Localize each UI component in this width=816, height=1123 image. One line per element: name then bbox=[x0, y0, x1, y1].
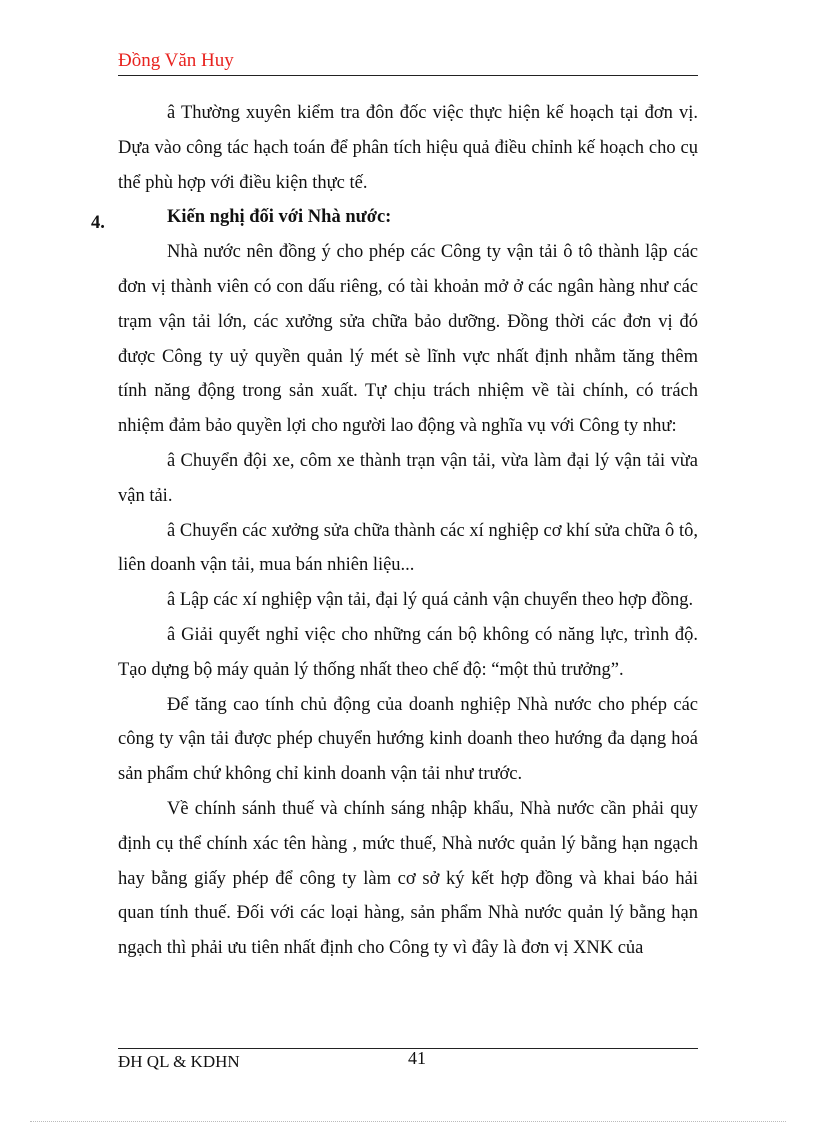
header-author: Đồng Văn Huy bbox=[118, 50, 234, 71]
section-title: Kiến nghị đối với Nhà nước: bbox=[167, 207, 392, 228]
paragraph: Để tăng cao tính chủ động của doanh nghiệp Nhà nước cho phép các công ty vận tải được phép chuyển hướng kinh doanh theo hướng đa dạng hoá sản phẩm chứ không chỉ kinh doanh vận tải như trước. bbox=[118, 694, 698, 785]
paragraph: Nhà nước nên đồng ý cho phép các Công ty vận tải ô tô thành lập các đơn vị thành viên có con dấu riêng, có tài khoản mở ở các ngân hàng như các trạm vận tải lớn, các xưởng sửa chữa bảo dưỡng. Đồng thời các đơn vị đó được Công ty uỷ quyền quản lý mét sè lĩnh vực nhất định nhằm tăng thêm tính năng động trong sản xuất. Tự chịu trách nhiệm về tài chính, có trách nhiệm đảm bảo quyền lợi cho người lao động và nghĩa vụ với Công ty như: bbox=[118, 242, 698, 437]
section-number: 4. bbox=[91, 213, 105, 234]
paragraph: Về chính sánh thuế và chính sáng nhập khẩu, Nhà nước cần phải quy định cụ thể chính xác tên hàng , mức thuế, Nhà nước quản lý bằng hạn ngạch hay bằng giấy phép để công ty làm cơ sở ký kết hợp đồng và khai báo hải quan tính thuế. Đối với các loại hàng, sản phẩm Nhà nước quản lý bằng hạn ngạch thì phải ưu tiên nhất định cho Công ty vì đây là đơn vị XNK của bbox=[118, 798, 698, 959]
section-heading bbox=[91, 200, 698, 235]
paragraph: â Lập các xí nghiệp vận tải, đại lý quá cảnh vận chuyển theo hợp đồng. bbox=[167, 590, 694, 611]
page-bottom-dotted-line bbox=[30, 1121, 786, 1122]
paragraph: â Giải quyết nghỉ việc cho những cán bộ không có năng lực, trình độ. Tạo dựng bộ máy quản lý thống nhất theo chế độ: “một thủ trưởng”. bbox=[118, 624, 698, 680]
page-number: 41 bbox=[408, 1048, 426, 1068]
paragraph: â Chuyển các xưởng sửa chữa thành các xí nghiệp cơ khí sửa chữa ô tô, liên doanh vận tải, mua bán nhiên liệu... bbox=[118, 520, 698, 576]
paragraph: â Chuyển đội xe, côm xe thành trạn vận tải, vừa làm đại lý vận tải vừa vận tải. bbox=[118, 450, 698, 506]
body-text bbox=[91, 96, 698, 966]
paragraph: â Thường xuyên kiểm tra đôn đốc việc thực hiện kế hoạch tại đơn vị. Dựa vào công tác hạch toán để phân tích hiệu quả điều chỉnh kế hoạch cho cụ thể phù hợp với điều kiện thực tế. bbox=[118, 103, 698, 193]
header-rule bbox=[118, 75, 698, 76]
footer-institution: ĐH QL & KDHN bbox=[118, 1052, 240, 1071]
